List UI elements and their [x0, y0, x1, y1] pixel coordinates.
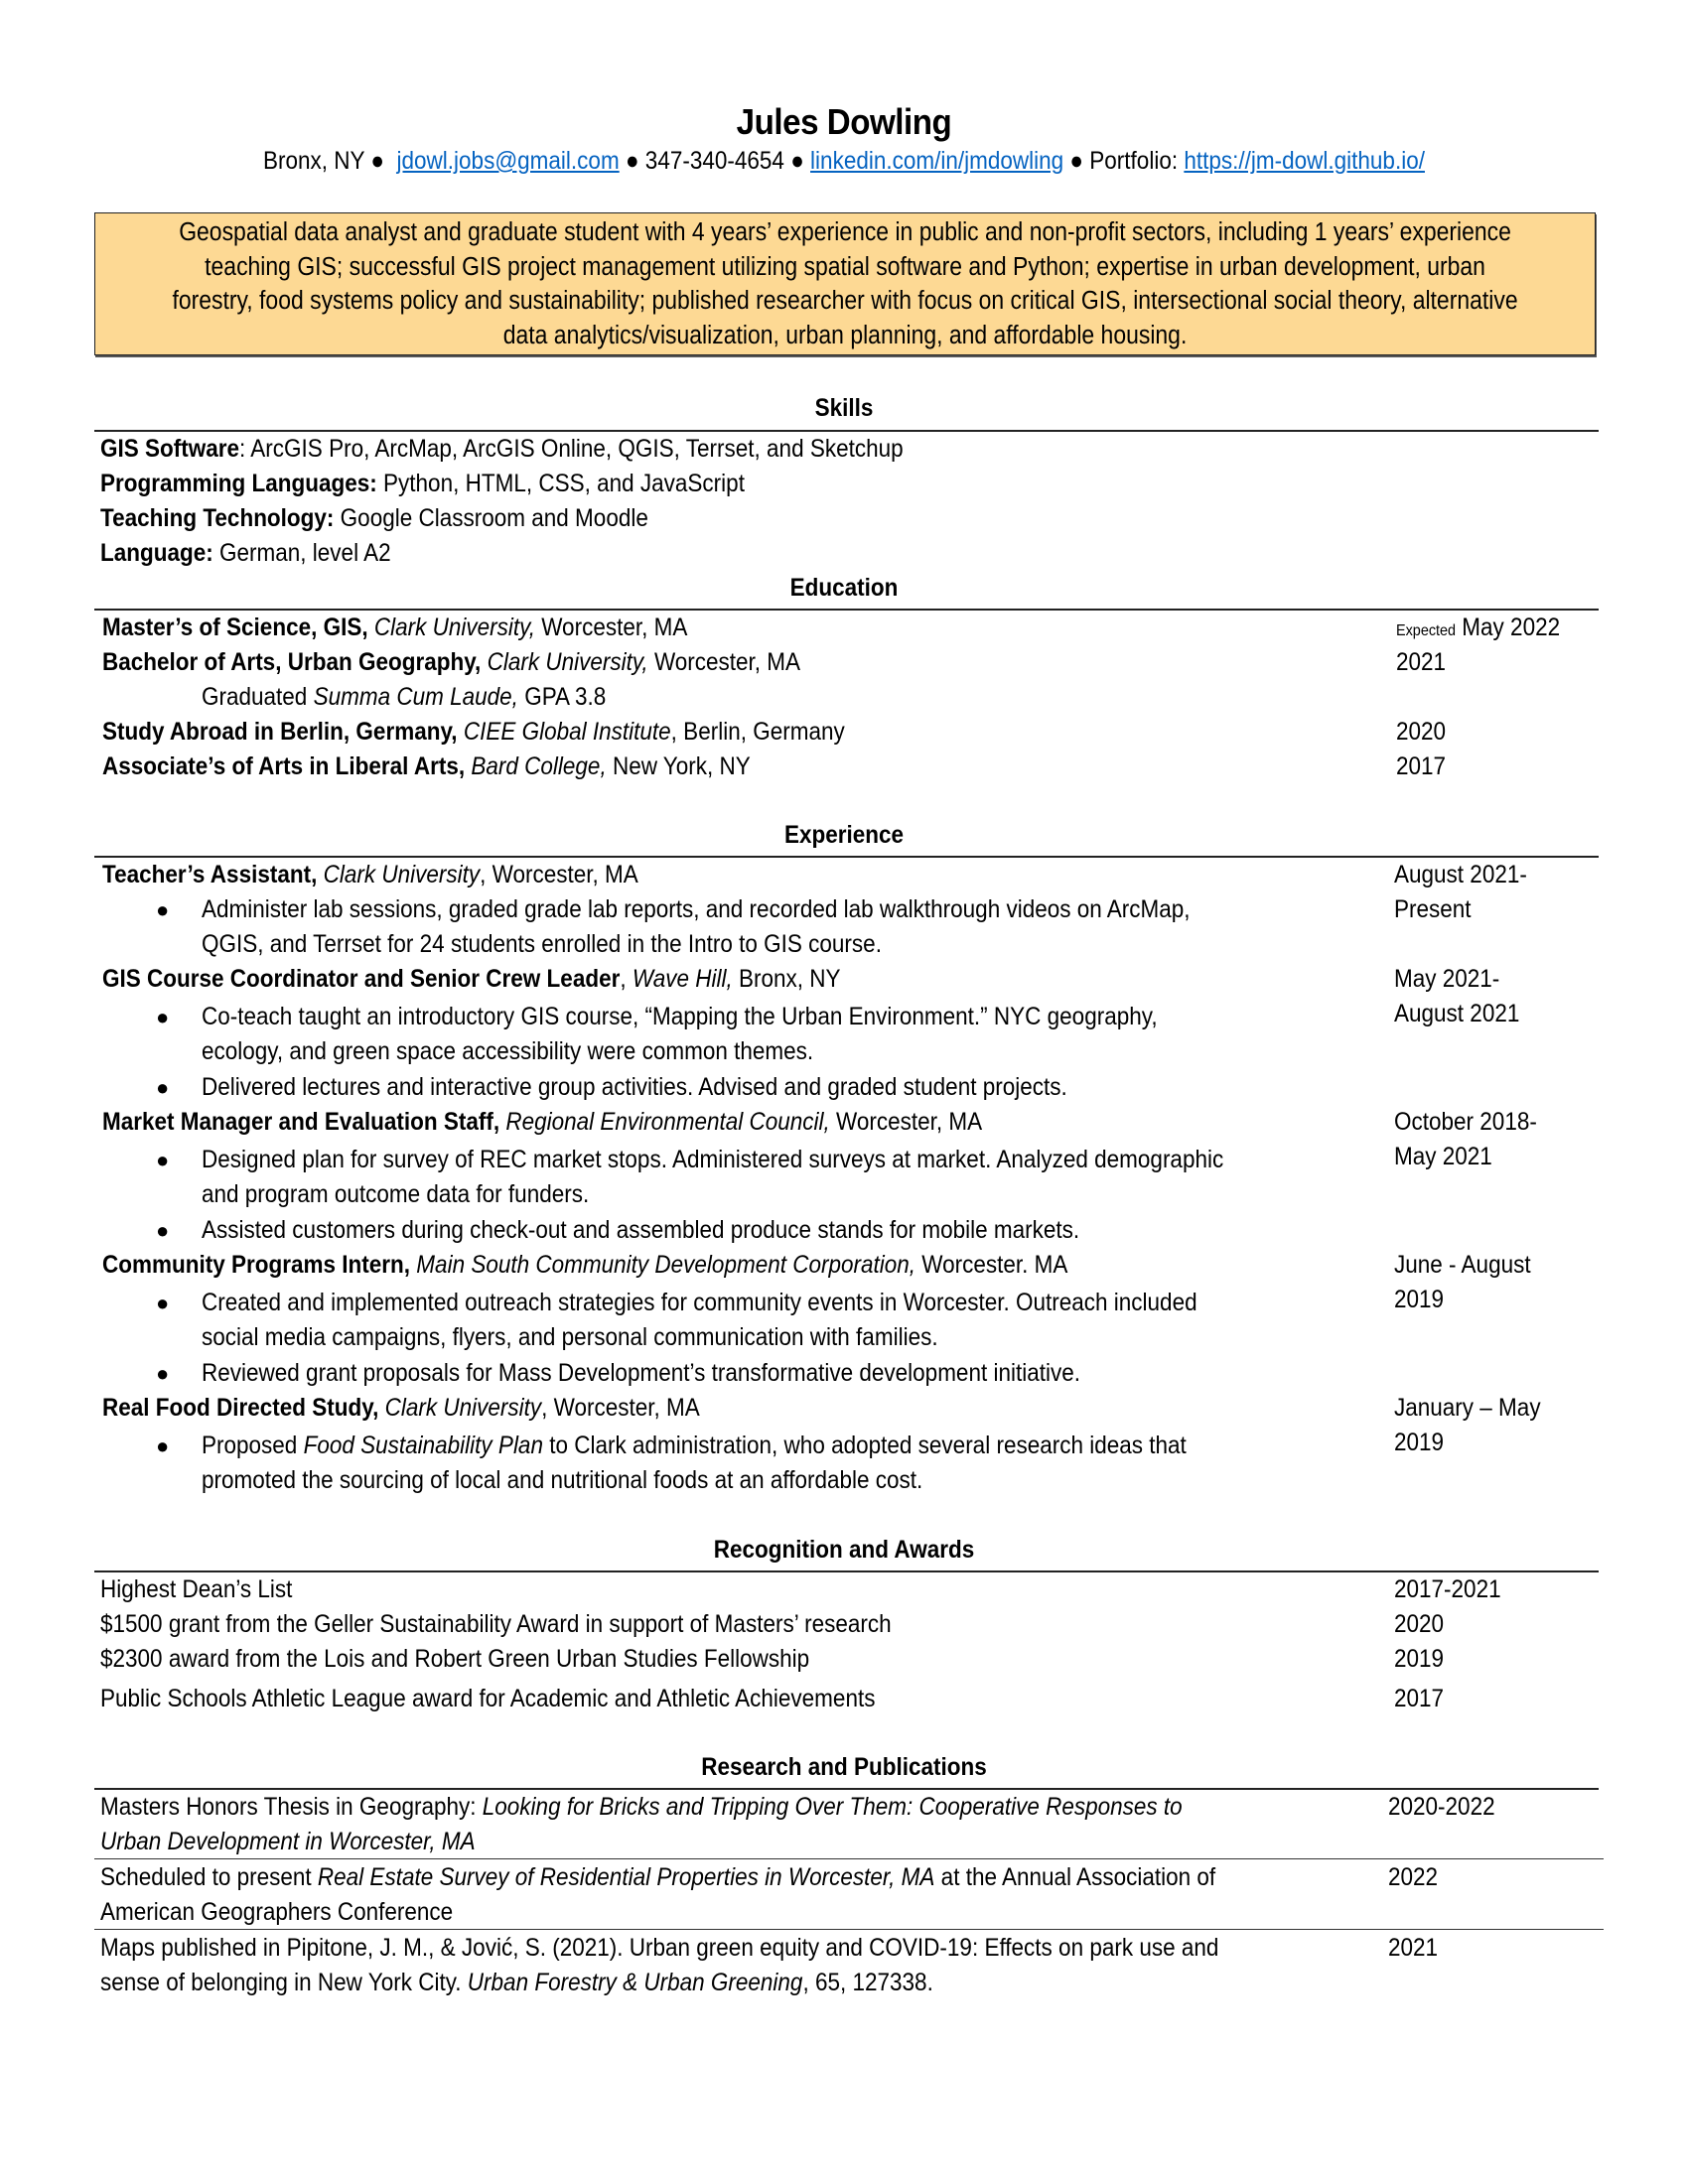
section-title-experience: Experience [783, 821, 905, 849]
section-divider [94, 430, 1599, 432]
award-date: 2017 [1394, 1685, 1445, 1712]
job-heading [102, 965, 841, 994]
job-role: GIS Course Coordinator and Senior Crew Leader [102, 965, 621, 993]
row-divider [94, 1929, 1604, 1930]
job-place: Worcester. MA [915, 1251, 1068, 1279]
summary-line: Geospatial data analyst and graduate student with 4 years’ experience in public and non-profit sectors, including 1 years’ experience [179, 218, 1511, 246]
job-date: August 2021 [1394, 1000, 1520, 1027]
skill-label: GIS Software [100, 435, 240, 463]
bullet-icon: ● [156, 1005, 170, 1029]
note-text: Graduated [202, 683, 314, 711]
section-divider [94, 609, 1599, 611]
award-text: Highest Dean’s List [100, 1575, 293, 1603]
job-heading [102, 1394, 700, 1423]
job-org: Wave Hill, [632, 965, 733, 993]
job-heading [102, 1251, 1067, 1280]
bullet-icon: ● [156, 1433, 170, 1458]
job-bullet-text: social media campaigns, flyers, and personal communication with families. [202, 1323, 938, 1351]
job-date: 2019 [1394, 1286, 1445, 1313]
degree: Bachelor of Arts, Urban Geography, [102, 648, 482, 676]
education-date: 2020 [1396, 718, 1447, 746]
linkedin-link[interactable]: linkedin.com/in/jmdowling [810, 147, 1064, 175]
job-bullet-text: ecology, and green space accessibility were common themes. [202, 1037, 814, 1065]
skill-value: Python, HTML, CSS, and JavaScript [376, 470, 745, 497]
research-text: American Geographers Conference [100, 1898, 454, 1926]
school: Clark University, [487, 648, 648, 676]
separator-dot: ● [1069, 147, 1084, 175]
job-place: Bronx, NY [732, 965, 841, 993]
bullet-text-part: Proposed [202, 1432, 304, 1459]
separator-dot: ● [625, 147, 639, 175]
research-text: Maps published in Pipitone, J. M., & Jović, S. (2021). Urban green equity and COVID-19: Effects on park use and [100, 1934, 1219, 1962]
place: , Berlin, Germany [670, 718, 845, 746]
education-item [102, 718, 845, 747]
job-place: Worcester, MA [829, 1108, 983, 1136]
job-bullet-text: Administer lab sessions, graded grade lab reports, and recorded lab walkthrough videos on ArcMap, [202, 895, 1191, 923]
research-date: 2021 [1388, 1934, 1439, 1962]
journal-title: Urban Forestry & Urban Greening [467, 1969, 803, 1996]
section-title-education: Education [789, 574, 899, 602]
job-bullet-text: QGIS, and Terrset for 24 students enrolled in the Intro to GIS course. [202, 930, 882, 958]
award-text: Public Schools Athletic League award for Academic and Athletic Achievements [100, 1685, 876, 1712]
research-text [100, 1863, 1215, 1892]
job-bullet-text: promoted the sourcing of local and nutritional foods at an affordable cost. [202, 1466, 923, 1494]
skill-item [100, 504, 648, 533]
place: New York, NY [606, 752, 751, 780]
research-text [100, 1793, 1183, 1822]
job-org: Regional Environmental Council, [505, 1108, 830, 1136]
job-org: Main South Community Development Corporation, [416, 1251, 916, 1279]
job-place: , Worcester, MA [480, 861, 638, 888]
date-prefix: Expected [1396, 622, 1457, 639]
award-date: 2020 [1394, 1610, 1445, 1638]
job-date: Present [1394, 895, 1472, 923]
research-text [100, 1969, 933, 1997]
degree: Master’s of Science, GIS, [102, 614, 368, 641]
bullet-icon: ● [156, 1148, 170, 1172]
award-text: $2300 award from the Lois and Robert Green Urban Studies Fellowship [100, 1645, 810, 1673]
research-date: 2022 [1388, 1863, 1439, 1891]
section-divider [94, 1570, 1599, 1572]
job-org: Clark University [384, 1394, 542, 1422]
job-bullet-text: Assisted customers during check-out and assembled produce stands for mobile markets. [202, 1216, 1080, 1244]
location: Bronx, NY [263, 147, 365, 175]
research-title: Urban Development in Worcester, MA [100, 1828, 476, 1855]
job-role: Community Programs Intern, [102, 1251, 411, 1279]
job-heading [102, 1108, 982, 1137]
email-link[interactable]: jdowl.jobs@gmail.com [396, 147, 620, 175]
skill-label: Programming Languages: [100, 470, 377, 497]
research-date: 2020-2022 [1388, 1793, 1495, 1821]
summary-box [94, 212, 1596, 355]
section-divider [94, 856, 1599, 858]
separator-dot: ● [370, 147, 385, 175]
job-date: August 2021- [1394, 861, 1527, 888]
job-bullet-text: Co-teach taught an introductory GIS course, “Mapping the Urban Environment.” NYC geography, [202, 1003, 1158, 1030]
award-date: 2017-2021 [1394, 1575, 1501, 1603]
phone: 347-340-4654 [644, 147, 784, 175]
skill-sep: : [239, 435, 246, 463]
school: Clark University, [373, 614, 535, 641]
note-gpa: GPA 3.8 [517, 683, 607, 711]
skill-label: Language: [100, 539, 213, 567]
job-date: May 2021 [1394, 1143, 1492, 1170]
bullet-icon: ● [156, 1291, 170, 1315]
research-text-part: sense of belonging in New York City. [100, 1969, 468, 1996]
education-note [202, 683, 606, 712]
job-role: Real Food Directed Study, [102, 1394, 379, 1422]
job-date: 2019 [1394, 1429, 1445, 1456]
research-text-part: Masters Honors Thesis in Geography: [100, 1793, 483, 1821]
education-item [102, 752, 751, 781]
job-bullet-text: Created and implemented outreach strategies for community events in Worcester. Outreach included [202, 1289, 1197, 1316]
education-item [102, 614, 687, 642]
job-bullet-text [202, 1432, 1187, 1460]
education-date: 2017 [1396, 752, 1447, 780]
job-date: June - August [1394, 1251, 1531, 1279]
row-divider [94, 1858, 1604, 1859]
job-bullet-text: and program outcome data for funders. [202, 1180, 590, 1208]
skill-item [100, 539, 391, 568]
job-date: January – May [1394, 1394, 1541, 1422]
education-item [102, 648, 800, 677]
bullet-icon: ● [156, 1218, 170, 1243]
portfolio-link[interactable]: https://jm-dowl.github.io/ [1184, 147, 1425, 175]
section-title-awards: Recognition and Awards [713, 1536, 975, 1564]
section-title-skills: Skills [814, 394, 874, 422]
degree: Study Abroad in Berlin, Germany, [102, 718, 458, 746]
section-title-research: Research and Publications [701, 1753, 987, 1781]
school: Bard College, [471, 752, 607, 780]
portfolio-label: Portfolio: [1089, 147, 1179, 175]
skill-value: ArcGIS Pro, ArcMap, ArcGIS Online, QGIS, Terrset, and Sketchup [245, 435, 904, 463]
job-role: Market Manager and Evaluation Staff, [102, 1108, 500, 1136]
place: Worcester, MA [534, 614, 688, 641]
job-place: , Worcester, MA [541, 1394, 700, 1422]
research-title: Looking for Bricks and Tripping Over Them: Cooperative Responses to [482, 1793, 1183, 1821]
journal-citation: , 65, 127338. [802, 1969, 933, 1996]
research-text-part: at the Annual Association of [934, 1863, 1216, 1891]
job-heading [102, 861, 638, 889]
education-date: 2021 [1396, 648, 1447, 676]
research-title: Real Estate Survey of Residential Properties in Worcester, MA [317, 1863, 935, 1891]
contact-line [84, 147, 1604, 176]
note-honors: Summa Cum Laude, [313, 683, 518, 711]
job-role-sep: , [620, 965, 627, 993]
education-date [1396, 614, 1560, 642]
skill-value: Google Classroom and Moodle [334, 504, 648, 532]
candidate-name: Jules Dowling [736, 101, 952, 142]
job-date: May 2021- [1394, 965, 1500, 993]
bullet-icon: ● [156, 897, 170, 922]
skill-value: German, level A2 [212, 539, 391, 567]
skill-label: Teaching Technology: [100, 504, 335, 532]
place: Worcester, MA [647, 648, 801, 676]
bullet-text-italic: Food Sustainability Plan [303, 1432, 543, 1459]
job-date: October 2018- [1394, 1108, 1537, 1136]
summary-line: forestry, food systems policy and sustainability; published researcher with focus on critical GIS, intersectional social theory, alternative [172, 287, 1518, 315]
job-bullet-text: Reviewed grant proposals for Mass Development’s transformative development initiative. [202, 1359, 1081, 1387]
section-divider [94, 1788, 1599, 1790]
skill-item [100, 435, 904, 464]
award-date: 2019 [1394, 1645, 1445, 1673]
job-role: Teacher’s Assistant, [102, 861, 318, 888]
award-text: $1500 grant from the Geller Sustainability Award in support of Masters’ research [100, 1610, 892, 1638]
summary-line: teaching GIS; successful GIS project management utilizing spatial software and Python; expertise in urban development, urban [205, 252, 1485, 281]
bullet-text-part: to Clark administration, who adopted several research ideas that [542, 1432, 1187, 1459]
summary-line: data analytics/visualization, urban planning, and affordable housing. [502, 321, 1188, 349]
school: CIEE Global Institute [463, 718, 671, 746]
research-text-part: Scheduled to present [100, 1863, 318, 1891]
degree: Associate’s of Arts in Liberal Arts, [102, 752, 466, 780]
date: May 2022 [1462, 614, 1561, 641]
job-org: Clark University [323, 861, 481, 888]
bullet-icon: ● [156, 1075, 170, 1100]
separator-dot: ● [790, 147, 804, 175]
bullet-icon: ● [156, 1361, 170, 1386]
skill-item [100, 470, 745, 498]
job-bullet-text: Designed plan for survey of REC market stops. Administered surveys at market. Analyzed demographic [202, 1146, 1224, 1173]
job-bullet-text: Delivered lectures and interactive group activities. Advised and graded student projects. [202, 1073, 1067, 1101]
